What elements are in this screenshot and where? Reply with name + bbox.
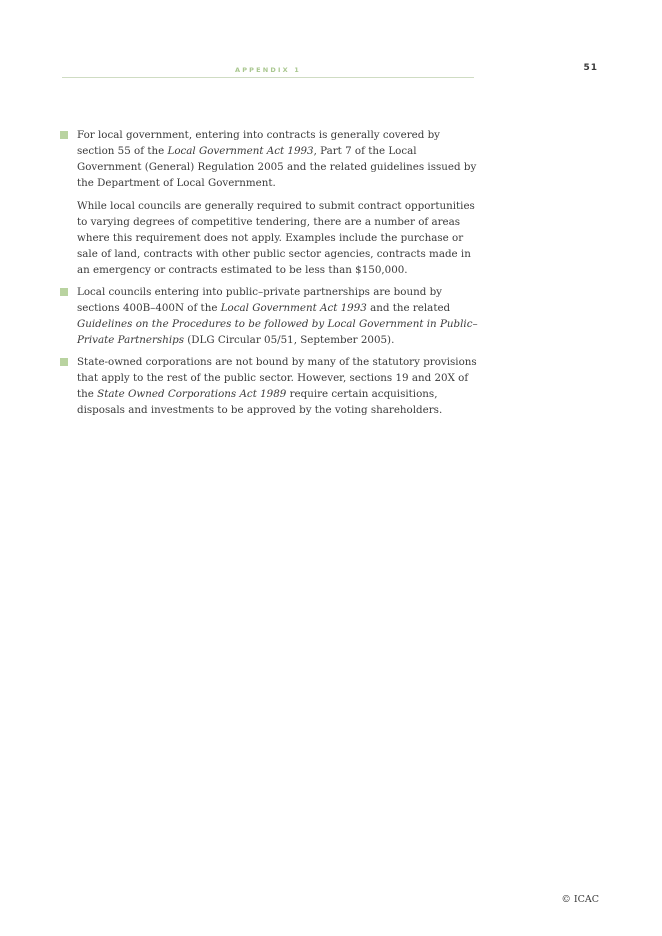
body-text: Local councils entering into public–private partnerships are bound by sections 400B–400N of the	[77, 286, 442, 314]
paragraph	[77, 198, 480, 278]
body-content	[60, 127, 480, 424]
paragraph	[77, 284, 480, 348]
copyright-footer: © ICAC	[561, 894, 599, 905]
paragraph	[77, 127, 480, 191]
bullet-item	[60, 354, 480, 418]
italic-title-text: State Owned Corporations Act 1989	[97, 388, 287, 400]
italic-title-text: Local Government Act 1993	[220, 302, 367, 314]
italic-title-text: Local Government Act 1993	[167, 145, 314, 157]
body-text: require certain acquisitions, disposals and investments to be approved by the voting shareholders.	[77, 388, 443, 416]
body-text: and the related	[366, 302, 451, 314]
body-text: State-owned corporations are not bound by many of the statutory provisions that apply to the rest of the public sector. However, sections 19 and 20X of the	[77, 356, 477, 400]
square-bullet-icon	[60, 288, 68, 296]
section-label: APPENDIX 1	[234, 66, 302, 74]
body-text: , Part 7 of the Local Government (General) Regulation 2005 and the related guidelines issued by the Department of Local Government.	[77, 145, 477, 189]
square-bullet-icon	[60, 131, 68, 139]
header-divider	[62, 77, 474, 78]
square-bullet-icon	[60, 358, 68, 366]
italic-title-text: Guidelines on the Procedures to be followed by Local Government in Public–Private Partnerships	[77, 318, 478, 346]
body-text: For local government, entering into contracts is generally covered by section 55 of the	[77, 129, 440, 157]
body-text: While local councils are generally required to submit contract opportunities to varying degrees of competitive tendering, there are a number of areas where this requirement does not apply. Examples include the purchase or sale of land, contracts with other public sector agencies, contracts made in an emergency or contracts estimated to be less than $150,000.	[77, 200, 475, 276]
bullet-item	[60, 284, 480, 348]
page-number: 51	[583, 63, 598, 73]
body-text: (DLG Circular 05/51, September 2005).	[184, 334, 395, 346]
paragraph	[77, 354, 480, 418]
bullet-item	[60, 127, 480, 278]
